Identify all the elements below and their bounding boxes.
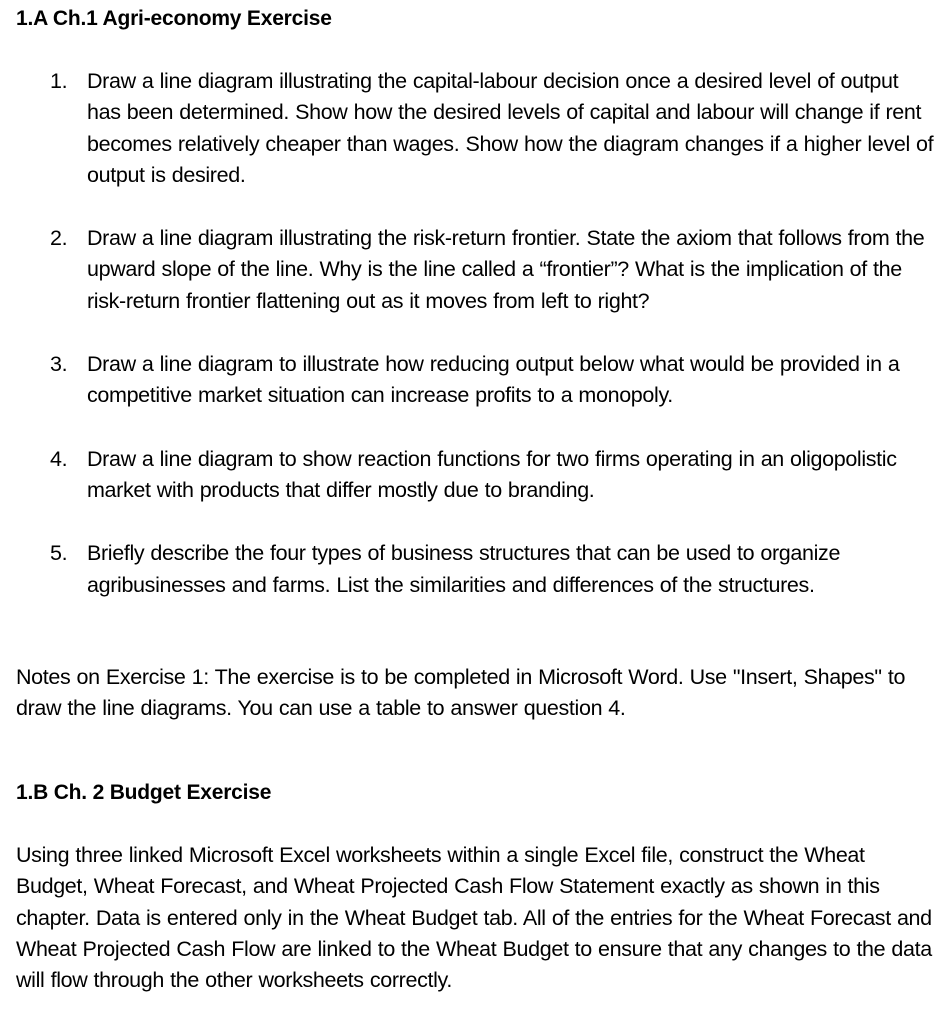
question-list <box>0 66 940 633</box>
question-number: 1. <box>50 69 68 93</box>
question-item-5 <box>0 538 940 601</box>
question-number: 5. <box>50 541 68 566</box>
section-a-heading: 1.A Ch.1 Agri-economy Exercise <box>16 7 332 30</box>
question-item-1 <box>0 66 940 191</box>
question-text: Draw a line diagram illustrating the risk-return frontier. State the axiom that follows from the upward slope of the line. Why is the line called a “frontier”? What is the implication of the risk-return frontier flattening out as it moves from left to right? <box>87 226 925 313</box>
budget-exercise-body: Using three linked Microsoft Excel worksheets within a single Excel file, construct the Wheat Budget, Wheat Forecast, and Wheat Projected Cash Flow Statement exactly as shown in this chapter. Data is entered only in the Wheat Budget tab. All of the entries for the Wheat Forecast and Wheat Projected Cash Flow are linked to the Wheat Budget to ensure that any changes to the data will flow through the other worksheets correctly. <box>16 843 932 993</box>
question-number: 4. <box>50 446 68 471</box>
question-text: Draw a line diagram to illustrate how reducing output below what would be provided in a competitive market situation can increase profits to a monopoly. <box>87 352 900 408</box>
section-b-heading: 1.B Ch. 2 Budget Exercise <box>16 781 272 804</box>
question-number: 2. <box>50 226 68 251</box>
question-item-4 <box>0 444 940 507</box>
question-item-2 <box>0 223 940 317</box>
question-number: 3. <box>50 352 68 377</box>
question-text: Briefly describe the four types of business structures that can be used to organize agribusinesses and farms. List the similarities and differences of the structures. <box>87 541 841 597</box>
exercise-notes: Notes on Exercise 1: The exercise is to be completed in Microsoft Word. Use "Insert, Shapes" to draw the line diagrams. You can use a table to answer question 4. <box>16 665 906 721</box>
question-item-3 <box>0 349 940 412</box>
question-text: Draw a line diagram illustrating the capital-labour decision once a desired level of output has been determined. Show how the desired levels of capital and labour will change if rent becomes relatively cheaper than wages. Show how the diagram changes if a higher level of output is desired. <box>87 69 934 187</box>
question-text: Draw a line diagram to show reaction functions for two firms operating in an oligopolistic market with products that differ mostly due to branding. <box>87 446 897 502</box>
